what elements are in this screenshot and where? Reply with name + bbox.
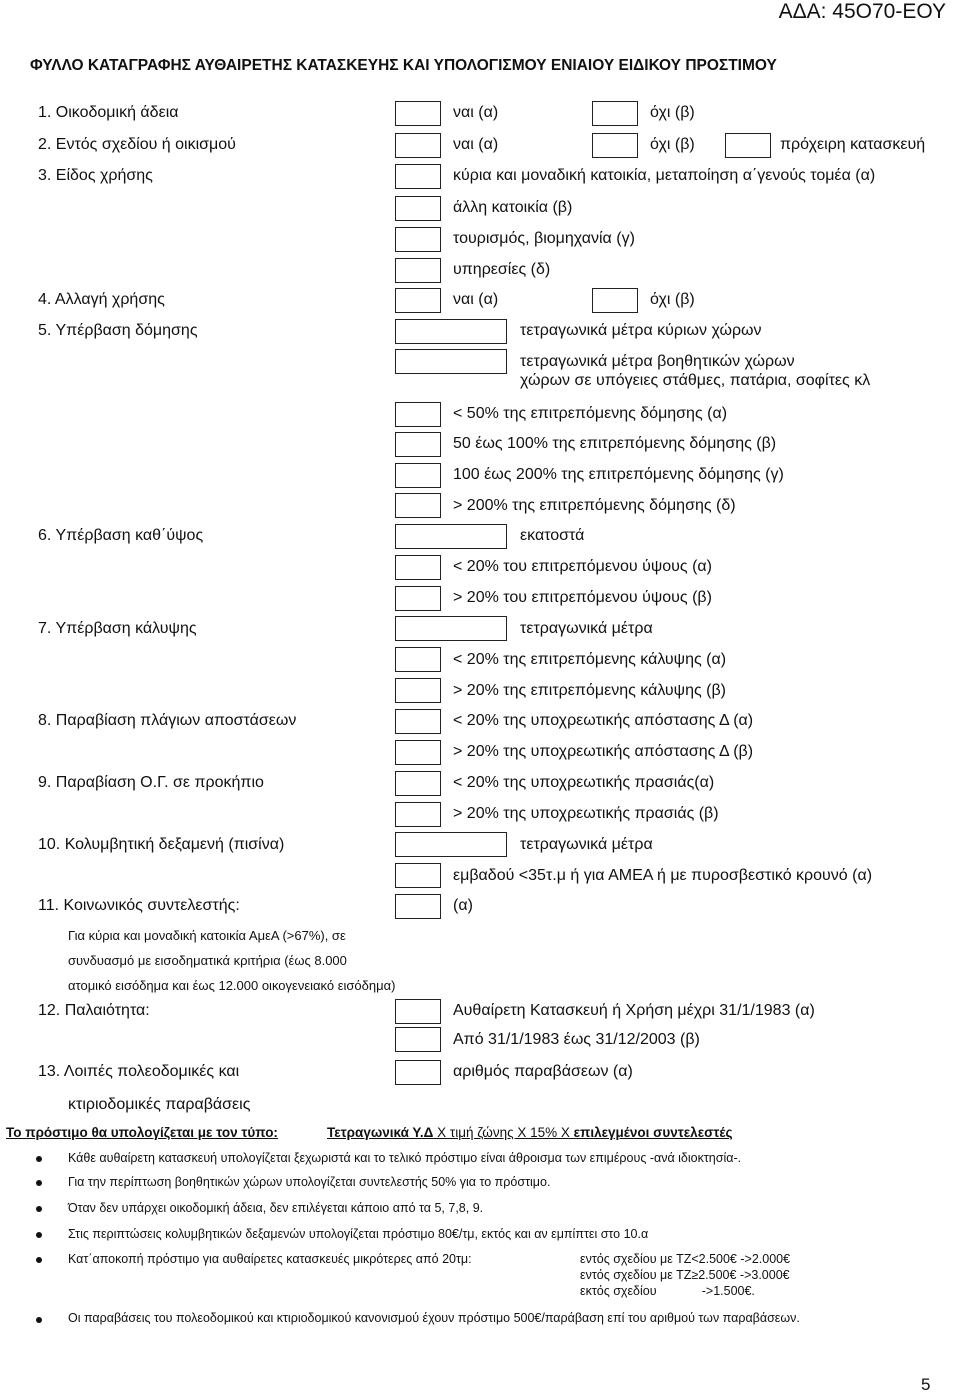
item4-label: 4. Αλλαγή χρήσης (38, 291, 165, 308)
item11-option-a: (α) (453, 897, 473, 914)
item3-option-d: υπηρεσίες (δ) (453, 261, 551, 278)
note4-bullet (36, 1232, 42, 1238)
note6-bullet (36, 1317, 42, 1323)
item13-label: 13. Λοιπές πολεοδομικές και (38, 1063, 240, 1080)
formula (327, 1124, 732, 1142)
formula-part1: Τετραγωνικά Υ.Δ (327, 1125, 434, 1140)
item6-option-a: < 20% του επιτρεπόμενου ύψους (α) (453, 558, 712, 575)
note5-fine-b: εντός σχεδίου με ΤΖ≥2.500€ ->3.000€ (580, 1268, 790, 1282)
item7-label: 7. Υπέρβαση κάλυψης (38, 620, 197, 637)
item8-checkbox-b[interactable] (395, 740, 441, 765)
item9-checkbox-a[interactable] (395, 771, 441, 796)
item9-checkbox-b[interactable] (395, 802, 441, 827)
note2: Για την περίπτωση βοηθητικών χώρων υπολογίζεται συντελεστής 50% για το πρόστιμο. (68, 1175, 551, 1189)
item5-main-area-label: τετραγωνικά μέτρα κύριων χώρων (520, 322, 762, 339)
item3-checkbox-b[interactable] (395, 196, 441, 221)
item2-checkbox-c[interactable] (725, 133, 771, 158)
item5-label: 5. Υπέρβαση δόμησης (38, 322, 198, 339)
item12-option-b: Από 31/1/1983 έως 31/12/2003 (β) (453, 1031, 700, 1048)
formula-part2: Χ τιμή ζώνης Χ 15% Χ (433, 1125, 574, 1140)
item2-option-a: ναι (α) (453, 136, 499, 153)
item3-option-b: άλλη κατοικία (β) (453, 199, 573, 216)
note5: Κατ΄αποκοπή πρόστιμο για αυθαίρετες κατασκευές μικρότερες από 20τμ: (68, 1252, 472, 1266)
item2-checkbox-b[interactable] (592, 133, 638, 158)
item6-option-b: > 20% του επιτρεπόμενου ύψους (β) (453, 589, 712, 606)
item6-label: 6. Υπέρβαση καθ΄ύψος (38, 527, 204, 544)
item11-note-line1: Για κύρια και μοναδική κατοικία ΑμεΑ (>67%), σε (68, 928, 346, 943)
item9-label: 9. Παραβίαση Ο.Γ. σε προκήπιο (38, 774, 264, 791)
item9-option-a: < 20% της υποχρεωτικής πρασιάς(α) (453, 774, 715, 791)
item10-area-label: τετραγωνικά μέτρα (520, 836, 653, 853)
formula-part3: επιλεγμένοι συντελεστές (573, 1125, 733, 1140)
note1-bullet (36, 1156, 42, 1162)
item1-checkbox-b[interactable] (592, 101, 638, 126)
item7-option-b: > 20% της επιτρεπόμενης κάλυψης (β) (453, 682, 726, 699)
item5-option-c: 100 έως 200% της επιτρεπόμενης δόμησης (γ) (453, 466, 784, 483)
item3-option-a: κύρια και μοναδική κατοικία, μεταποίηση α΄γενούς τομέα (α) (453, 167, 876, 184)
item5-option-b: 50 έως 100% της επιτρεπόμενης δόμησης (β) (453, 435, 777, 452)
item13-count-field[interactable] (395, 1060, 441, 1085)
formula-label: Το πρόστιμο θα υπολογίζεται με τον τύπο: (6, 1125, 278, 1140)
item5-checkbox-a[interactable] (395, 402, 441, 427)
item12-option-a: Αυθαίρετη Κατασκευή ή Χρήση μέχρι 31/1/1983 (α) (453, 1002, 815, 1019)
item5-option-a: < 50% της επιτρεπόμενης δόμησης (α) (453, 405, 728, 422)
item5-aux-area-label: τετραγωνικά μέτρα βοηθητικών χώρων (520, 353, 795, 370)
item8-option-a: < 20% της υποχρεωτικής απόστασης Δ (α) (453, 712, 754, 729)
item6-height-field[interactable] (395, 524, 507, 549)
item6-checkbox-a[interactable] (395, 555, 441, 580)
item4-option-a: ναι (α) (453, 291, 499, 308)
item10-label: 10. Κολυμβητική δεξαμενή (πισίνα) (38, 836, 285, 853)
item1-option-b: όχι (β) (650, 104, 695, 121)
item3-option-c: τουρισμός, βιομηχανία (γ) (453, 230, 635, 247)
item6-checkbox-b[interactable] (395, 586, 441, 611)
item2-option-c: πρόχειρη κατασκευή (780, 136, 926, 153)
ada-code: ΑΔΑ: 45Ο70-ΕΟΥ (778, 0, 946, 23)
item7-checkbox-a[interactable] (395, 647, 441, 672)
item3-checkbox-a[interactable] (395, 164, 441, 189)
note1: Κάθε αυθαίρετη κατασκευή υπολογίζεται ξεχωριστά και το τελικό πρόστιμο είναι άθροισμα των επιμέρους -ανά ιδιοκτησία-. (68, 1151, 742, 1165)
item1-checkbox-a[interactable] (395, 101, 441, 126)
item10-area-field[interactable] (395, 832, 507, 857)
item6-height-label: εκατοστά (520, 527, 585, 544)
item7-checkbox-b[interactable] (395, 678, 441, 703)
note4: Στις περιπτώσεις κολυμβητικών δεξαμενών υπολογίζεται πρόστιμο 80€/τμ, εκτός και αν εμπίπτει στο 10.α (68, 1227, 649, 1241)
page-title: ΦΥΛΛΟ ΚΑΤΑΓΡΑΦΗΣ ΑΥΘΑΙΡΕΤΗΣ ΚΑΤΑΣΚΕΥΗΣ ΚΑΙ ΥΠΟΛΟΓΙΣΜΟΥ ΕΝΙΑΙΟΥ ΕΙΔΙΚΟΥ ΠΡΟΣΤΙΜΟΥ (30, 57, 777, 74)
item2-label: 2. Εντός σχεδίου ή οικισμού (38, 136, 236, 153)
item2-checkbox-a[interactable] (395, 133, 441, 158)
item9-option-b: > 20% της υποχρεωτικής πρασιάς (β) (453, 805, 719, 822)
note5-fine-a: εντός σχεδίου με ΤΖ<2.500€ ->2.000€ (580, 1252, 791, 1266)
item13-option-a: αριθμός παραβάσεων (α) (453, 1063, 633, 1080)
item5-checkbox-b[interactable] (395, 432, 441, 457)
item10-checkbox-a[interactable] (395, 863, 441, 888)
item7-option-a: < 20% της επιτρεπόμενης κάλυψης (α) (453, 651, 727, 668)
item12-checkbox-a[interactable] (395, 999, 441, 1024)
item1-label: 1. Οικοδομική άδεια (38, 104, 179, 121)
item11-note-line2: συνδυασμό με εισοδηματικά κριτήρια (έως 8.000 (68, 953, 347, 968)
item4-checkbox-b[interactable] (592, 288, 638, 313)
page-number: 5 (921, 1375, 931, 1394)
item8-label: 8. Παραβίαση πλάγιων αποστάσεων (38, 712, 297, 729)
item10-option-a: εμβαδού <35τ.μ ή για ΑΜΕΑ ή με πυροσβεστικό κρουνό (α) (453, 867, 873, 884)
item13-label-cont: κτιριοδομικές παραβάσεις (68, 1096, 251, 1113)
item5-main-area-field[interactable] (395, 319, 507, 344)
item11-note-line3: ατομικό εισόδημα και έως 12.000 οικογενειακό εισόδημα) (68, 978, 396, 993)
note5-fine-c: εκτός σχεδίου ->1.500€. (580, 1284, 755, 1298)
item3-label: 3. Είδος χρήσης (38, 167, 153, 184)
item3-checkbox-d[interactable] (395, 258, 441, 283)
item11-checkbox-a[interactable] (395, 894, 441, 919)
item11-label: 11. Κοινωνικός συντελεστής: (38, 897, 240, 914)
note5-bullet (36, 1257, 42, 1263)
item5-aux-area-field[interactable] (395, 349, 507, 374)
item5-checkbox-d[interactable] (395, 493, 441, 518)
item7-area-field[interactable] (395, 616, 507, 641)
item1-option-a: ναι (α) (453, 104, 499, 121)
item2-option-b: όχι (β) (650, 136, 695, 153)
note6: Οι παραβάσεις του πολεοδομικού και κτιριοδομικού κανονισμού έχουν πρόστιμο 500€/παράβαση επί του αριθμού των παραβάσεων. (68, 1311, 800, 1325)
note3-bullet (36, 1206, 42, 1212)
item5-aux-area-detail: χώρων σε υπόγειες στάθμες, πατάρια, σοφίτες κλ (520, 372, 871, 389)
item8-checkbox-a[interactable] (395, 709, 441, 734)
note2-bullet (36, 1180, 42, 1186)
item8-option-b: > 20% της υποχρεωτικής απόστασης Δ (β) (453, 743, 754, 760)
item5-option-d: > 200% της επιτρεπόμενης δόμησης (δ) (453, 497, 736, 514)
item4-option-b: όχι (β) (650, 291, 695, 308)
item5-checkbox-c[interactable] (395, 463, 441, 488)
item3-checkbox-c[interactable] (395, 227, 441, 252)
item12-label: 12. Παλαιότητα: (38, 1002, 150, 1019)
item7-area-label: τετραγωνικά μέτρα (520, 620, 653, 637)
item12-checkbox-b[interactable] (395, 1027, 441, 1052)
note3: Όταν δεν υπάρχει οικοδομική άδεια, δεν επιλέγεται κάποιο από τα 5, 7,8, 9. (68, 1201, 484, 1215)
item4-checkbox-a[interactable] (395, 288, 441, 313)
